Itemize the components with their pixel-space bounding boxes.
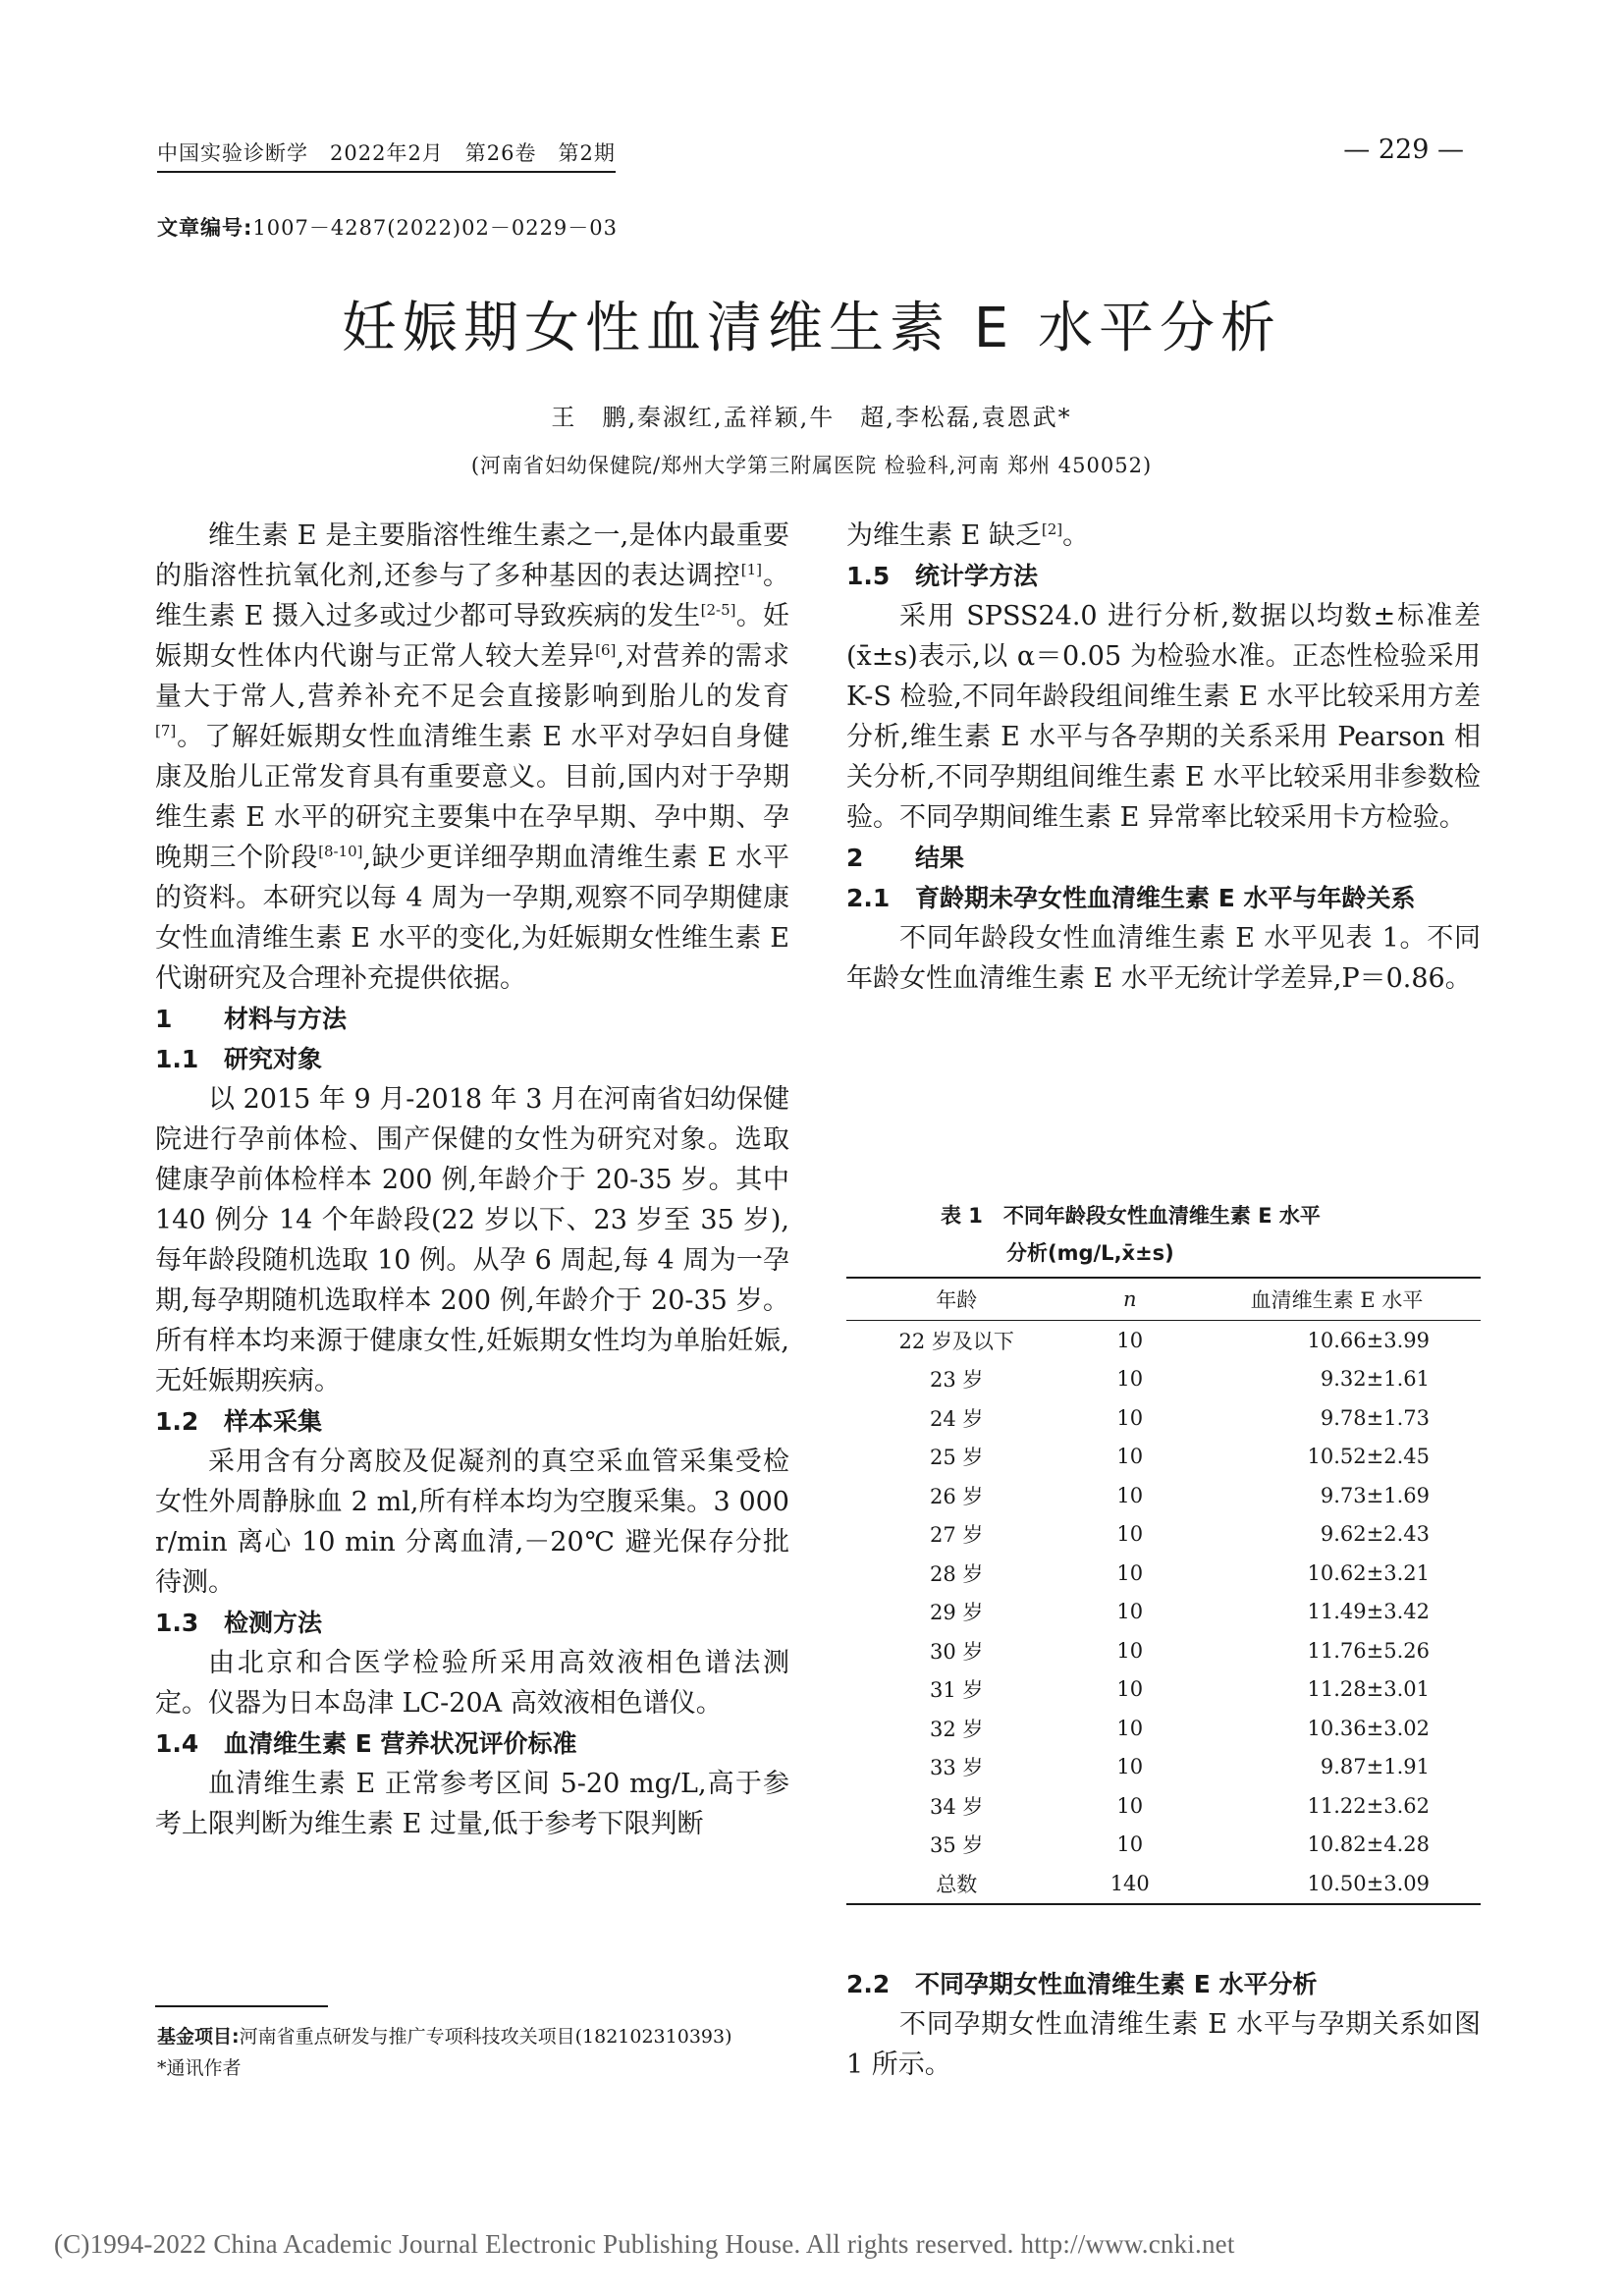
section-paragraph: 不同年龄段女性血清维生素 E 水平见表 1。不同年龄女性血清维生素 E 水平无统计学差异,P＝0.86。 [846,923,1481,994]
left-column [155,516,789,1844]
table-row [846,1515,1481,1555]
section-number: 2.2 [846,1970,891,1998]
footnote-rule [155,2005,328,2007]
section-paragraph: 由北京和合医学检验所采用高效液相色谱法测定。仪器为日本岛津 LC-20A 高效液相色谱仪。 [155,1648,789,1719]
cell-age: 26 岁 [930,1484,984,1508]
cell-age: 29 岁 [930,1601,984,1625]
table-caption-units: 分析(mg/L,x̄±s) [1006,1241,1174,1265]
section-heading-1-2 [155,1401,789,1442]
data-table [846,1277,1481,1905]
journal-header: 中国实验诊断学 2022年2月 第26卷 第2期 [157,137,616,173]
article-number-label: 文章编号: [157,216,253,240]
citation: [2] [1041,520,1063,538]
intro-text: ,缺少更详细孕期血清维生素 E 水平的资料。本研究以每 4 周为一孕期,观察不同孕期健康女性血清维生素 E 水平的变化,为妊娠期女性维生素 E 代谢研究及合理补充提供依据。 [155,843,789,994]
table-caption: 表 1 不同年龄段女性血清维生素 E 水平 [941,1204,1321,1228]
right-column [846,516,1481,999]
cell-n: 10 [1116,1755,1144,1779]
cell-n: 10 [1116,1522,1144,1547]
section-heading-1-3 [155,1603,789,1643]
cell-n: 10 [1116,1560,1144,1585]
column-header-n: n [1122,1287,1137,1311]
cell-age: 总数 [936,1872,978,1896]
section-number: 1.4 [155,1729,199,1758]
section-number: 1.1 [155,1045,199,1073]
continued-paragraph [846,516,1481,556]
cell-n: 10 [1116,1445,1144,1469]
cell-n: 10 [1116,1832,1144,1857]
table-row [846,1438,1481,1477]
cell-value: 10.52±2.45 [1307,1445,1430,1469]
section-title: 样本采集 [224,1407,323,1436]
section-number: 1.5 [846,562,891,590]
cell-value: 9.73±1.69 [1320,1483,1430,1507]
section-title: 检测方法 [224,1609,323,1637]
section-paragraph: 不同孕期女性血清维生素 E 水平与孕期关系如图 1 所示。 [846,2009,1481,2080]
continued-text: 。 [1062,520,1090,551]
cell-age: 22 岁及以下 [898,1329,1014,1353]
cell-n: 10 [1116,1367,1144,1392]
section-heading-1-4 [155,1723,789,1764]
cell-value: 10.66±3.99 [1307,1328,1430,1352]
cell-value: 11.28±3.01 [1307,1677,1430,1702]
section-number: 2.1 [846,884,891,912]
table-row [846,1398,1481,1438]
cell-n: 140 [1109,1871,1150,1895]
cell-value: 10.50±3.09 [1307,1871,1430,1895]
cell-age: 31 岁 [930,1678,984,1703]
intro-text: 。了解妊娠期女性血清维生素 E 水平对孕妇自身健康及胎儿正常发育具有重要意义。目前,国内对于孕期维生素 E 水平的研究主要集中在孕早期、孕中期、孕晚期三个阶段 [155,722,789,873]
cell-value: 11.49±3.42 [1307,1600,1430,1624]
paper-title: 妊娠期女性血清维生素 E 水平分析 [342,297,1281,360]
article-number [157,212,618,242]
section-title: 不同孕期女性血清维生素 E 水平分析 [915,1970,1318,1998]
intro-paragraph [155,516,789,999]
citation: [1] [740,561,763,578]
citation: [6] [595,641,617,659]
cell-age: 28 岁 [930,1561,984,1586]
affiliation: (河南省妇幼保健院/郑州大学第三附属医院 检验科,河南 郑州 450052) [470,454,1153,477]
cell-age: 27 岁 [930,1523,984,1548]
cell-age: 33 岁 [930,1756,984,1780]
section-paragraph: 采用 SPSS24.0 进行分析,数据以均数±标准差(x̄±s)表示,以 α＝0.05 为检验水准。正态性检验采用 K-S 检验,不同年龄段组间维生素 E 水平比较采用方差分析,维生素 E 水平与各孕期的关系采用 Pearson 相关分析,不同孕期组间维生素 E 水平比较采用非参数检验。不同孕期间维生素 E 异常率比较采用卡方检验。 [846,601,1481,833]
cell-n: 10 [1116,1328,1144,1352]
cell-value: 10.82±4.28 [1307,1832,1430,1857]
section-2-2-block [846,1964,1481,2085]
cell-value: 9.78±1.73 [1320,1405,1430,1430]
section-heading-2 [846,838,1481,878]
citation: [2-5] [700,601,736,619]
cell-value: 9.32±1.61 [1320,1367,1430,1392]
cell-age: 32 岁 [930,1717,984,1741]
section-title: 材料与方法 [224,1005,348,1033]
table-row [846,1321,1481,1360]
funding-label: 基金项目: [157,2026,240,2048]
page-number: — 229 — [1343,135,1464,165]
table-row [846,1786,1481,1826]
section-number: 1.2 [155,1407,199,1436]
section-paragraph: 血清维生素 E 正常参考区间 5-20 mg/L,高于参考上限判断为维生素 E 过量,低于参考下限判断 [155,1769,789,1839]
table-row-total [846,1864,1481,1904]
table-row [846,1748,1481,1787]
funding-text: 河南省重点研发与推广专项科技攻关项目(182102310393) [239,2026,732,2048]
section-heading-1 [155,999,789,1039]
cell-n: 10 [1116,1600,1144,1624]
citation: [7] [155,722,177,739]
table-row [846,1709,1481,1748]
cell-value: 10.62±3.21 [1307,1560,1430,1585]
cell-value: 9.62±2.43 [1320,1522,1430,1547]
table-row [846,1670,1481,1710]
section-number: 1.3 [155,1609,199,1637]
copyright-footer: (C)1994-2022 China Academic Journal Electronic Publishing House. All rights reserved. http://www.cnki.net [54,2229,1235,2259]
cell-age: 24 岁 [930,1406,984,1431]
cell-n: 10 [1116,1638,1144,1663]
section-number: 2 [846,844,864,872]
intro-text: ,对营养的需求量大于常人,营养补充不足会直接影响到胎儿的发育 [155,641,789,712]
section-title: 研究对象 [224,1045,323,1073]
cell-age: 25 岁 [930,1446,984,1470]
table-row [846,1631,1481,1670]
corresponding-note: *通讯作者 [157,2057,242,2079]
cell-age: 35 岁 [930,1833,984,1858]
continued-text: 为维生素 E 缺乏 [846,520,1042,551]
table-header-row [846,1278,1481,1321]
cell-value: 9.87±1.91 [1320,1755,1430,1779]
cell-n: 10 [1116,1677,1144,1702]
section-paragraph: 以 2015 年 9 月-2018 年 3 月在河南省妇幼保健院进行孕前体检、围产保健的女性为研究对象。选取健康孕前体检样本 200 例,年龄介于 20-35 岁。其中 140 例分 14 个年龄段(22 岁以下、23 岁至 35 岁),每年龄段随机选取 10 例。从孕 6 周起,每 4 周为一孕期,每孕期随机选取样本 200 例,年龄介于 20-35 岁。所有样本均来源于健康女性,妊娠期女性均为单胎妊娠,无妊娠期疾病。 [155,1084,789,1396]
cell-age: 34 岁 [930,1794,984,1819]
column-header-age: 年龄 [936,1288,978,1312]
section-number: 1 [155,1005,173,1033]
table-row [846,1826,1481,1865]
intro-text: 。妊娠期女性体内代谢与正常人较大差异 [155,601,790,672]
table-row [846,1593,1481,1632]
section-heading-1-1 [155,1039,789,1079]
section-title: 育龄期未孕女性血清维生素 E 水平与年龄关系 [915,884,1416,912]
section-title: 统计学方法 [915,562,1039,590]
cell-n: 10 [1116,1716,1144,1740]
funding-note [157,2023,732,2050]
section-heading-2-2 [846,1964,1481,2004]
intro-text: 。维生素 E 摄入过多或过少都可导致疾病的发生 [155,561,789,631]
column-header-vitamin-e: 血清维生素 E 水平 [1250,1288,1424,1312]
cell-value: 11.76±5.26 [1307,1638,1430,1663]
cell-value: 10.36±3.02 [1307,1716,1430,1740]
cell-n: 10 [1116,1405,1144,1430]
cell-age: 30 岁 [930,1639,984,1664]
citation: [8-10] [318,843,363,860]
section-title: 血清维生素 E 营养状况评价标准 [224,1729,577,1758]
section-heading-2-1 [846,878,1481,918]
section-paragraph: 采用含有分离胶及促凝剂的真空采血管采集受检女性外周静脉血 2 ml,所有样本均为空腹采集。3 000 r/min 离心 10 min 分离血清,－20℃ 避光保存分批待测。 [155,1447,789,1598]
table-row [846,1360,1481,1399]
intro-text: 维生素 E 是主要脂溶性维生素之一,是体内最重要的脂溶性抗氧化剂,还参与了多种基因的表达调控 [155,520,789,591]
cell-value: 11.22±3.62 [1307,1793,1430,1818]
section-title: 结果 [915,844,965,872]
section-heading-1-5 [846,556,1481,596]
cell-age: 23 岁 [930,1368,984,1393]
cell-n: 10 [1116,1793,1144,1818]
cell-n: 10 [1116,1483,1144,1507]
table-row [846,1476,1481,1515]
author-list: 王 鹏,秦淑红,孟祥颖,牛 超,李松磊,袁恩武* [551,404,1072,431]
article-number-value: 1007－4287(2022)02－0229－03 [252,216,619,240]
table-row [846,1554,1481,1593]
